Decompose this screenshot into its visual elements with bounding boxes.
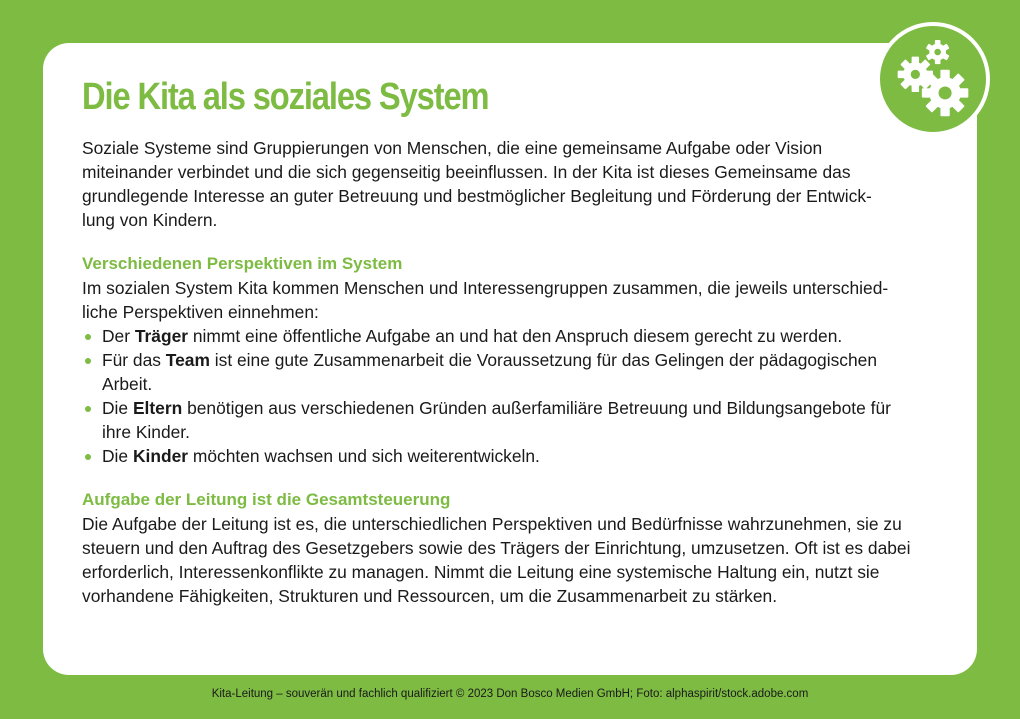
paragraph-line: steuern und den Auftrag des Gesetzgebers sowie des Trägers der Einrichtung, umzusetzen. Oft ist es dabei — [82, 538, 911, 558]
intro-line: grundlegende Interesse an guter Betreuung und bestmöglicher Begleitung und Förderung der Entwick- — [82, 186, 872, 206]
intro-line: lung von Kindern. — [82, 210, 218, 230]
bullet-text: Für das — [102, 350, 166, 370]
perspectives-list — [82, 324, 942, 468]
gears-graphic — [880, 26, 986, 132]
bullet-text: benötigen aus verschiedenen Gründen außerfamiliäre Betreuung und Bildungsangebote für — [182, 398, 891, 418]
paragraph-line: vorhandene Fähigkeiten, Strukturen und Ressourcen, um die Zusammenarbeit zu stärken. — [82, 586, 778, 606]
bullet-text: ist eine gute Zusammenarbeit die Voraussetzung für das Gelingen der pädagogischen — [209, 350, 877, 370]
page-title: Die Kita als soziales System — [82, 76, 489, 118]
section-leadership — [82, 488, 942, 608]
bullet-text: Die — [102, 446, 133, 466]
main-content — [82, 136, 942, 608]
bullet-continuation: ihre Kinder. — [102, 422, 190, 442]
section-perspectives — [82, 252, 942, 468]
bullet-keyword: Eltern — [132, 398, 183, 418]
list-item — [82, 324, 942, 348]
bullet-keyword: Team — [165, 350, 210, 370]
paragraph-line: liche Perspektiven einnehmen: — [82, 302, 319, 322]
bullet-text: nimmt eine öffentliche Aufgabe an und hat den Anspruch diesem gerecht zu werden. — [188, 326, 843, 346]
list-item — [82, 396, 942, 444]
list-item — [82, 444, 942, 468]
section-heading: Aufgabe der Leitung ist die Gesamtsteuerung — [82, 490, 451, 509]
section-paragraph — [82, 276, 942, 324]
intro-paragraph — [82, 136, 942, 232]
paragraph-line: Die Aufgabe der Leitung ist es, die unterschiedlichen Perspektiven und Bedürfnisse wahrzunehmen, sie zu — [82, 514, 902, 534]
section-paragraph — [82, 512, 942, 608]
paragraph-line: Im sozialen System Kita kommen Menschen und Interessengruppen zusammen, die jeweils unterschied- — [82, 278, 889, 298]
bullet-keyword: Kinder — [132, 446, 189, 466]
bullet-text: Die — [102, 398, 133, 418]
list-item — [82, 348, 942, 396]
bullet-keyword: Träger — [134, 326, 189, 346]
bullet-continuation: Arbeit. — [102, 374, 153, 394]
bullet-text: Der — [102, 326, 135, 346]
paragraph-line: erforderlich, Interessenkonflikte zu managen. Nimmt die Leitung eine systemische Haltung ein, nutzt sie — [82, 562, 880, 582]
footer-credits: Kita-Leitung – souverän und fachlich qualifiziert © 2023 Don Bosco Medien GmbH; Foto: alphaspirit/stock.adobe.com — [211, 688, 809, 700]
section-heading: Verschiedenen Perspektiven im System — [82, 254, 403, 273]
gears-icon — [876, 22, 990, 136]
intro-line: miteinander verbindet und die sich gegenseitig beeinflussen. In der Kita ist dieses Gemeinsame das — [82, 162, 851, 182]
intro-line: Soziale Systeme sind Gruppierungen von Menschen, die eine gemeinsame Aufgabe oder Vision — [82, 138, 823, 158]
bullet-text: möchten wachsen und sich weiterentwickeln. — [188, 446, 540, 466]
